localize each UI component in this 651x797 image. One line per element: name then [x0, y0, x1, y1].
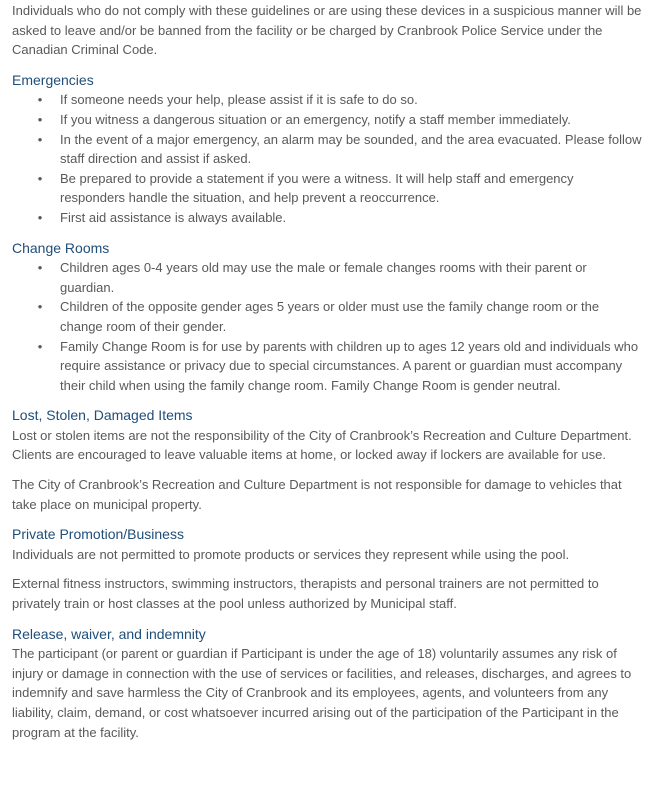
section-change-rooms	[12, 239, 642, 396]
intro-paragraph: Individuals who do not comply with these guidelines or are using these devices in a suspicious manner will be asked to leave and/or be banned from the facility or be charged by Cranbrook Police Service under the Canadian Criminal Code.	[12, 3, 642, 58]
document	[12, 1, 642, 742]
release-paragraph: The participant (or parent or guardian if Participant is under the age of 18) voluntarily assumes any risk of injury or damage in connection with the use of services or facilities, and releases, discharges, and agrees to indemnify and save harmless the City of Cranbrook and its employees, agents, and volunteers from any liability, claim, demand, or cost whatsoever incurred arising out of the participation of the Participant in the program at the facility.	[12, 646, 632, 740]
emergencies-list	[12, 90, 642, 227]
list-item	[12, 110, 642, 130]
private-promotion-paragraph: External fitness instructors, swimming instructors, therapists and personal trainers are not permitted to privately train or host classes at the pool unless authorized by Municipal staff.	[12, 576, 599, 612]
change-rooms-list	[12, 258, 642, 395]
bullet-icon: •	[37, 338, 43, 354]
list-item	[12, 130, 642, 169]
list-item-text: Be prepared to provide a statement if you were a witness. It will help staff and emergency responders handle the situation, and help prevent a reoccurrence.	[60, 170, 574, 206]
bullet-icon: •	[37, 111, 43, 127]
heading-emergencies: Emergencies	[12, 71, 94, 88]
list-item-text: Children ages 0-4 years old may use the male or female changes rooms with their parent or guardian.	[60, 260, 587, 295]
lost-items-paragraph: Lost or stolen items are not the responsibility of the City of Cranbrook’s Recreation and Culture Department. Clients are encouraged to leave valuable items at home, or locked away if lockers are available for use.	[12, 427, 632, 463]
list-item	[12, 258, 642, 297]
section-release	[12, 625, 642, 743]
list-item-text: Children of the opposite gender ages 5 years or older must use the family change room or the change room of their gender.	[60, 299, 600, 334]
list-item-text: First aid assistance is always available.	[60, 209, 287, 225]
section-private-promotion	[12, 525, 642, 613]
bullet-icon: •	[37, 92, 43, 108]
list-item	[12, 208, 642, 228]
heading-private-promotion: Private Promotion/Business	[12, 526, 184, 543]
heading-lost-items: Lost, Stolen, Damaged Items	[12, 407, 193, 424]
list-item	[12, 297, 642, 336]
list-item	[12, 90, 642, 110]
bullet-icon: •	[37, 209, 43, 225]
lost-items-paragraph: The City of Cranbrook’s Recreation and Culture Department is not responsible for damage to vehicles that take place on municipal property.	[12, 477, 622, 512]
heading-change-rooms: Change Rooms	[12, 239, 110, 256]
list-item-text: If you witness a dangerous situation or an emergency, notify a staff member immediately.	[60, 111, 571, 127]
private-promotion-paragraph: Individuals are not permitted to promote products or services they represent while using the pool.	[12, 546, 570, 562]
heading-release: Release, waiver, and indemnity	[12, 625, 206, 642]
list-item-text: If someone needs your help, please assist if it is safe to do so.	[60, 92, 418, 108]
bullet-icon: •	[37, 131, 43, 147]
list-item-text: Family Change Room is for use by parents with children up to ages 12 years old and individuals who require assistance or privacy due to special circumstances. A parent or guardian must accompany their child when using the family change room. Family Change Room is gender neutral.	[60, 338, 639, 393]
list-item-text: In the event of a major emergency, an alarm may be sounded, and the area evacuated. Please follow staff direction and assist if asked.	[60, 131, 642, 167]
section-emergencies	[12, 71, 642, 228]
bullet-icon: •	[37, 299, 43, 315]
list-item	[12, 169, 642, 208]
section-lost-items	[12, 406, 642, 514]
bullet-icon: •	[37, 170, 43, 186]
bullet-icon: •	[37, 260, 43, 276]
list-item	[12, 337, 642, 396]
